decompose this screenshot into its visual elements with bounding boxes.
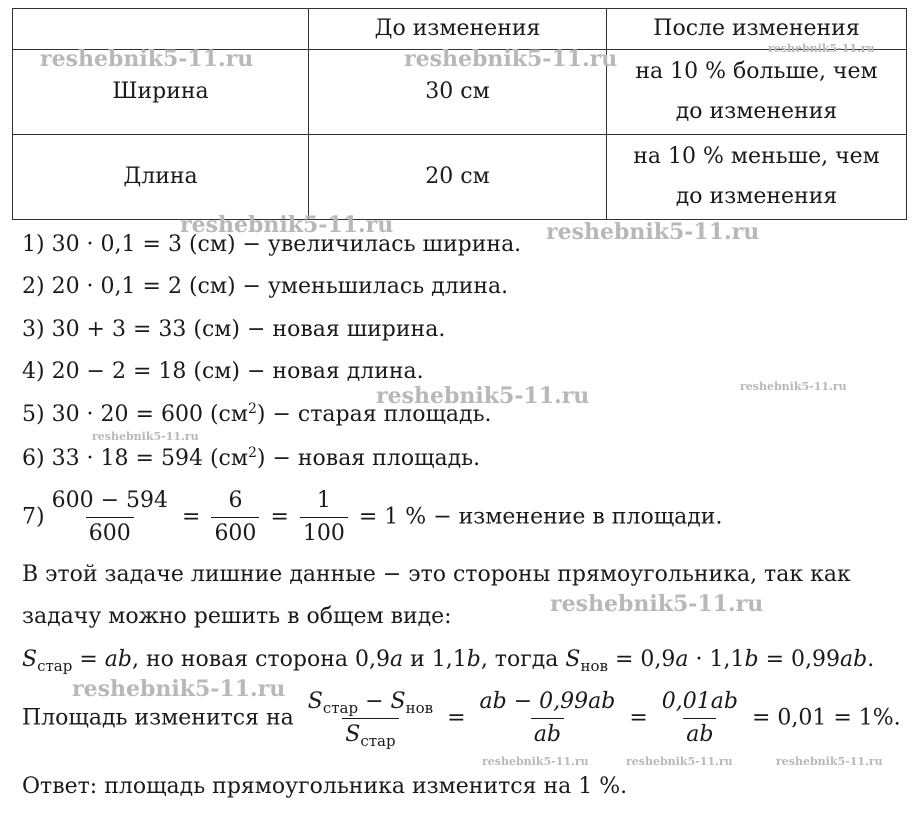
f4-s3: S	[345, 722, 361, 747]
header-after: После изменения	[607, 9, 907, 50]
row-after-width	[607, 50, 907, 135]
fraction-6-num: 0,01ab	[661, 689, 738, 714]
fraction-2	[211, 485, 259, 550]
l3-ab2: ab	[839, 647, 868, 672]
step-5-b: ) − старая площадь.	[256, 402, 492, 427]
l3-b2: b	[744, 647, 759, 672]
data-table	[12, 8, 907, 220]
after-length-line1: на 10 % меньше, чем	[633, 144, 880, 169]
eq-2: =	[270, 504, 289, 530]
step-7	[22, 485, 722, 550]
fraction-3-den: 100	[300, 517, 348, 550]
l3-t5: · 1,1	[688, 647, 745, 672]
step-6-a: 6) 33 · 18 = 594 (см	[22, 446, 248, 471]
f4-s1: S	[307, 689, 323, 714]
explain-line-1: В этой задаче лишние данные − это стороны прямоугольника, так как	[22, 562, 851, 587]
watermark: reshebnik5-11.ru	[92, 430, 199, 443]
l3-b: b	[466, 647, 481, 672]
fraction-1	[49, 485, 171, 550]
fraction-1-num: 600 − 594	[51, 488, 168, 513]
l3-ab: ab	[104, 647, 132, 672]
row-label-width: Ширина	[13, 50, 309, 135]
s-old: S	[22, 647, 38, 672]
fraction-2-num: 6	[228, 488, 243, 513]
l3-eq: =	[72, 647, 105, 672]
table-row-length	[13, 135, 907, 220]
f4-minus: −	[358, 689, 391, 714]
watermark: reshebnik5-11.ru	[546, 219, 760, 245]
fraction-5-num: ab − 0,99ab	[479, 689, 616, 714]
step-4: 4) 20 − 2 = 18 (см) − новая длина.	[22, 359, 424, 384]
f4-sub1: стар	[322, 699, 359, 717]
watermark: reshebnik5-11.ru	[180, 212, 394, 238]
row-label-length: Длина	[13, 135, 309, 220]
watermark: reshebnik5-11.ru	[404, 46, 618, 72]
row-after-length	[607, 135, 907, 220]
step-7-prefix: 7)	[22, 504, 45, 530]
f4-sub2: нов	[405, 699, 434, 717]
l4-eq2: =	[629, 705, 648, 731]
watermark: reshebnik5-11.ru	[376, 383, 590, 409]
watermark: reshebnik5-11.ru	[776, 755, 883, 768]
step-5-a: 5) 30 · 20 = 600 (см	[22, 402, 248, 427]
header-before: До изменения	[309, 9, 607, 50]
step-1: 1) 30 · 0,1 = 3 (см) − увеличилась ширина.	[22, 232, 522, 257]
step-2: 2) 20 · 0,1 = 2 (см) − уменьшилась длина.	[22, 274, 509, 299]
step-6-b: ) − новая площадь.	[256, 446, 481, 471]
watermark: reshebnik5-11.ru	[72, 676, 286, 702]
fraction-4	[305, 686, 436, 751]
l4-tail: = 0,01 = 1%.	[751, 705, 901, 731]
row-before-width: 30 см	[309, 50, 607, 135]
fraction-3	[300, 485, 348, 550]
l3-t4: = 0,9	[607, 647, 676, 672]
after-length-line2: до изменения	[675, 184, 838, 209]
answer: Ответ: площадь прямоугольника изменится на 1 %.	[22, 774, 628, 799]
step-5-sup: 2	[247, 401, 257, 417]
watermark: reshebnik5-11.ru	[626, 755, 733, 768]
fraction-1-den: 600	[86, 517, 134, 550]
l4-prefix: Площадь изменится на	[22, 705, 294, 731]
explain-line-3	[22, 645, 874, 675]
step-6-sup: 2	[247, 445, 257, 461]
watermark: reshebnik5-11.ru	[768, 42, 875, 55]
fraction-5-den: ab	[531, 718, 564, 751]
step-6	[22, 444, 480, 474]
l4-eq1: =	[447, 705, 466, 731]
after-width-line1: на 10 % больше, чем	[635, 59, 878, 84]
fraction-4-den	[342, 718, 398, 751]
header-empty	[13, 9, 309, 50]
l3-t3: , тогда	[480, 647, 566, 672]
watermark: reshebnik5-11.ru	[550, 591, 764, 617]
l3-a2: a	[675, 647, 689, 672]
l3-t2: и 1,1	[403, 647, 467, 672]
fraction-2-den: 600	[211, 517, 259, 550]
s-old-sub: стар	[37, 657, 73, 675]
l3-end: .	[867, 647, 875, 672]
s-new: S	[565, 647, 581, 672]
f4-sub3: стар	[360, 732, 396, 750]
watermark: reshebnik5-11.ru	[482, 755, 589, 768]
l3-a: a	[389, 647, 404, 672]
l3-t1: , но новая сторона 0,9	[131, 647, 390, 672]
s-new-sub: нов	[580, 657, 608, 675]
fraction-4-num	[305, 686, 436, 718]
fraction-5	[477, 686, 619, 751]
eq-1: =	[182, 504, 201, 530]
step-3: 3) 30 + 3 = 33 (см) − новая ширина.	[22, 317, 446, 342]
after-width-line2: до изменения	[675, 99, 838, 124]
explain-line-2: задачу можно решить в общем виде:	[22, 604, 452, 629]
step-7-tail: = 1 % − изменение в площади.	[358, 504, 723, 530]
watermark: reshebnik5-11.ru	[40, 46, 254, 72]
fraction-3-num: 1	[316, 488, 331, 513]
row-before-length: 20 см	[309, 135, 607, 220]
l3-t6: = 0,99	[758, 647, 840, 672]
watermark: reshebnik5-11.ru	[740, 380, 847, 393]
f4-s2: S	[390, 689, 406, 714]
fraction-6-den: ab	[683, 718, 716, 751]
fraction-6	[659, 686, 741, 751]
